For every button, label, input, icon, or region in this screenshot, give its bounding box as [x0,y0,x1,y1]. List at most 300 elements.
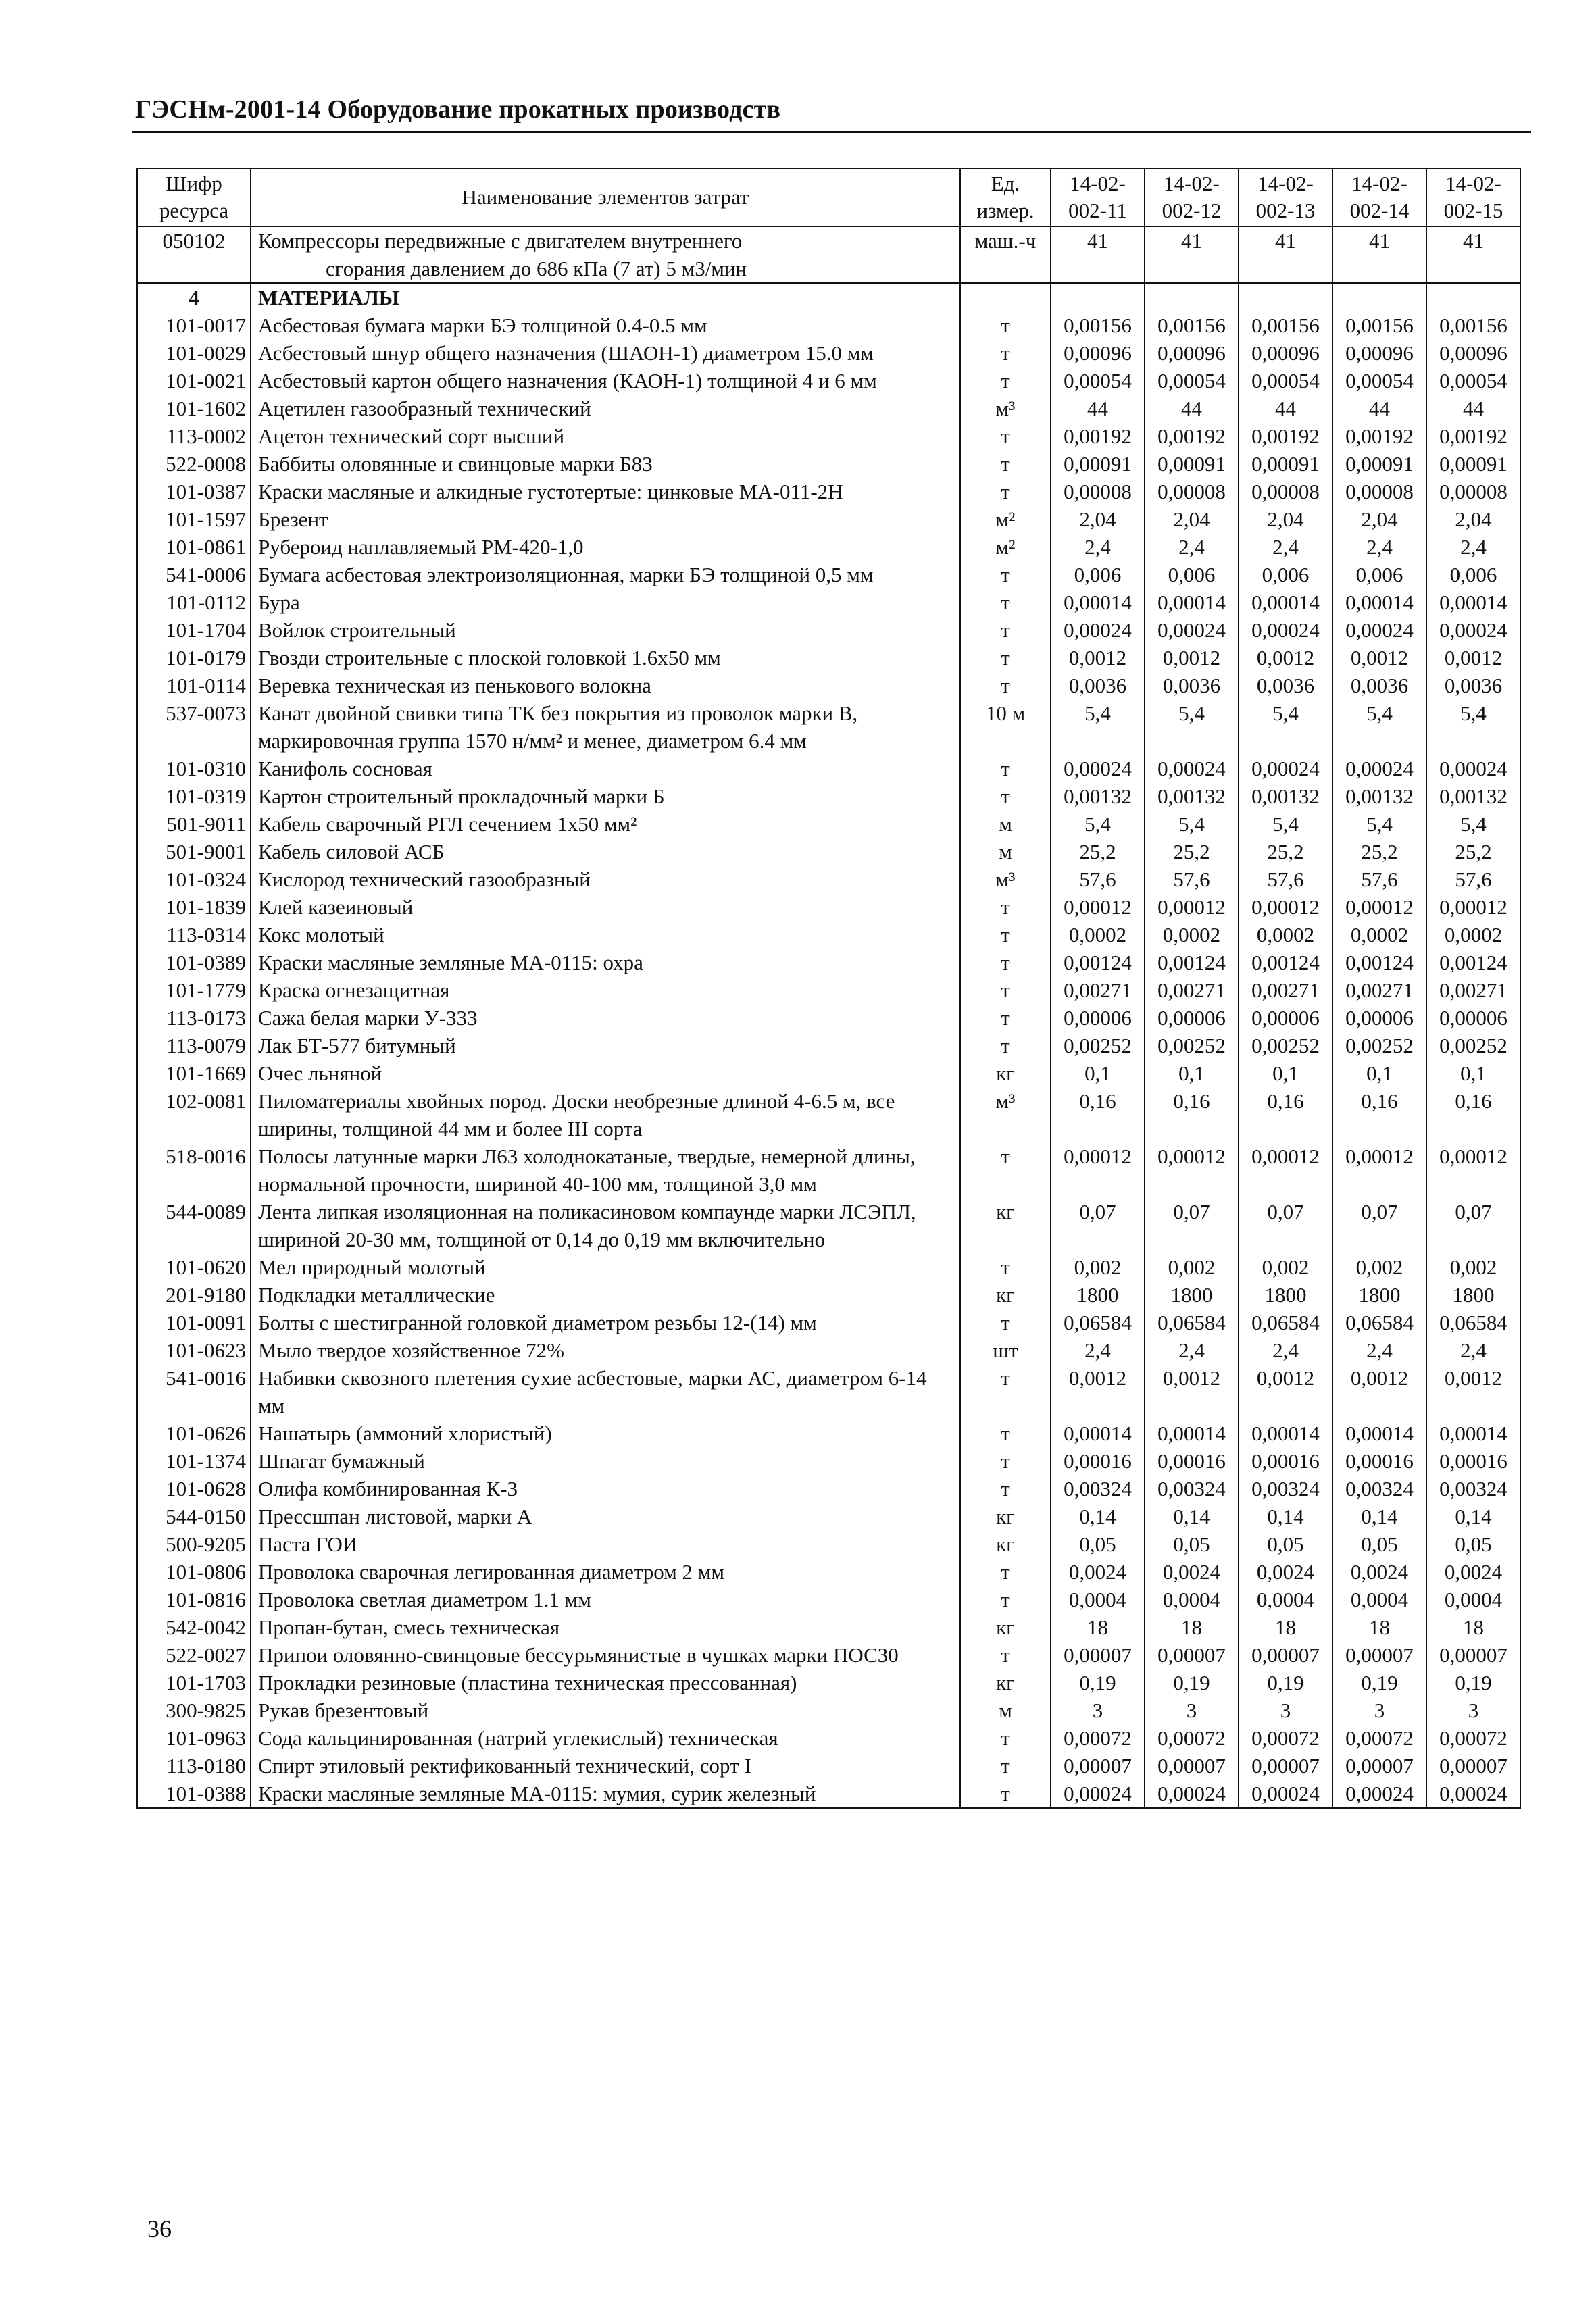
table-row [137,561,1520,588]
resource-value: 0,0036 [1426,672,1520,699]
resource-value: 44 [1239,395,1332,422]
resource-name: Войлок строительный [251,616,960,644]
resource-value: 0,14 [1426,1503,1520,1530]
table-row [137,367,1520,395]
resource-value: 0,0012 [1051,1364,1145,1419]
resource-value: 0,00007 [1239,1752,1332,1780]
resource-value: 0,00072 [1426,1724,1520,1752]
table-row [137,1530,1520,1558]
empty-cell [1239,283,1332,311]
resource-value: 0,00271 [1051,976,1145,1004]
resource-code: 101-0029 [137,339,251,367]
resource-unit: кг [960,1503,1051,1530]
resource-value: 0,00012 [1426,1142,1520,1198]
machine-value: 41 [1426,226,1520,283]
resource-name: Асбестовая бумага марки БЭ толщиной 0.4-0.5 мм [251,311,960,339]
resource-value: 0,00014 [1239,1419,1332,1447]
resource-value: 0,00156 [1426,311,1520,339]
resource-name: Набивки сквозного плетения сухие асбестовые, марки АС, диаметром 6-14 мм [251,1364,960,1419]
resource-code: 113-0180 [137,1752,251,1780]
resource-value: 0,00024 [1145,616,1239,644]
resource-unit: т [960,1032,1051,1059]
resource-name: Пропан-бутан, смесь техническая [251,1613,960,1641]
resource-value: 57,6 [1332,865,1426,893]
resource-code: 101-0963 [137,1724,251,1752]
resource-code: 101-0628 [137,1475,251,1503]
resource-unit: м³ [960,1087,1051,1142]
resource-value: 0,00124 [1239,949,1332,976]
resource-value: 0,00054 [1239,367,1332,395]
resource-code: 537-0073 [137,699,251,755]
table-row [137,949,1520,976]
resource-value: 0,16 [1426,1087,1520,1142]
resource-unit: м² [960,533,1051,561]
table-row [137,1364,1520,1419]
resource-value: 0,00006 [1051,1004,1145,1032]
table-row [137,478,1520,505]
resource-code: 522-0008 [137,450,251,478]
table-row [137,395,1520,422]
resource-value: 2,4 [1145,1336,1239,1364]
resource-unit: т [960,672,1051,699]
resource-unit: м [960,838,1051,865]
resource-value: 0,14 [1332,1503,1426,1530]
resource-value: 0,00007 [1332,1641,1426,1669]
resource-value: 57,6 [1426,865,1520,893]
resource-name: Болты с шестигранной головкой диаметром резьбы 12-(14) мм [251,1309,960,1336]
machine-value: 41 [1239,226,1332,283]
resource-value: 0,0024 [1332,1558,1426,1586]
resource-value: 0,00014 [1145,1419,1239,1447]
resource-name: Лак БТ-577 битумный [251,1032,960,1059]
resource-value: 0,0002 [1332,921,1426,949]
resource-unit: кг [960,1281,1051,1309]
empty-cell [1426,283,1520,311]
resource-name: Асбестовый картон общего назначения (КАОН-1) толщиной 4 и 6 мм [251,367,960,395]
resource-name: Краски масляные земляные МА-0115: мумия, сурик железный [251,1780,960,1808]
resource-value: 0,16 [1145,1087,1239,1142]
resource-value: 0,14 [1051,1503,1145,1530]
resource-code: 101-0389 [137,949,251,976]
resource-value: 0,07 [1332,1198,1426,1253]
resource-value: 0,1 [1332,1059,1426,1087]
resource-value: 0,00096 [1332,339,1426,367]
page-title: ГЭСНм-2001-14 Оборудование прокатных производств [135,95,781,124]
resource-value: 0,006 [1239,561,1332,588]
empty-cell [1332,283,1426,311]
resource-value: 0,07 [1426,1198,1520,1253]
resource-value: 0,0036 [1332,672,1426,699]
resource-value: 0,006 [1332,561,1426,588]
resource-value: 0,002 [1332,1253,1426,1281]
resource-value: 0,1 [1239,1059,1332,1087]
resource-code: 101-0091 [137,1309,251,1336]
resource-unit: м³ [960,395,1051,422]
resource-value: 0,05 [1332,1530,1426,1558]
resource-value: 2,04 [1239,505,1332,533]
resource-value: 5,4 [1051,810,1145,838]
resource-unit: т [960,1142,1051,1198]
resource-code: 101-1669 [137,1059,251,1087]
resource-value: 0,00016 [1332,1447,1426,1475]
resource-value: 5,4 [1145,699,1239,755]
column-header-14-02-002-13: 14-02-002-13 [1239,168,1332,226]
resource-code: 113-0002 [137,422,251,450]
resource-value: 0,00072 [1051,1724,1145,1752]
resource-value: 5,4 [1426,699,1520,755]
table-row [137,921,1520,949]
table-row [137,533,1520,561]
table-row [137,1087,1520,1142]
resource-unit: т [960,1641,1051,1669]
resource-code: 101-0112 [137,588,251,616]
resource-value: 0,00008 [1239,478,1332,505]
resource-value: 0,00007 [1426,1752,1520,1780]
resource-value: 0,006 [1051,561,1145,588]
resource-unit: м² [960,505,1051,533]
resource-code: 101-0310 [137,755,251,782]
machine-value: 41 [1332,226,1426,283]
resource-value: 1800 [1426,1281,1520,1309]
resource-unit: т [960,1253,1051,1281]
resource-name: Олифа комбинированная К-3 [251,1475,960,1503]
resource-name: Клей казеиновый [251,893,960,921]
machine-name-line2: сгорания давлением до 686 кПа (7 ат) 5 м3/мин [326,257,747,280]
resource-value: 0,00271 [1332,976,1426,1004]
resource-value: 0,00156 [1332,311,1426,339]
resource-name: Картон строительный прокладочный марки Б [251,782,960,810]
resource-value: 0,07 [1145,1198,1239,1253]
resource-code: 101-1779 [137,976,251,1004]
resource-name: Мыло твердое хозяйственное 72% [251,1336,960,1364]
resource-value: 0,00096 [1239,339,1332,367]
table-row [137,755,1520,782]
resource-value: 0,06584 [1145,1309,1239,1336]
resource-value: 25,2 [1332,838,1426,865]
resource-value: 0,00024 [1239,755,1332,782]
resource-value: 0,00132 [1426,782,1520,810]
header-rule [132,131,1531,133]
resource-value: 0,00252 [1426,1032,1520,1059]
resource-value: 0,05 [1426,1530,1520,1558]
resource-value: 0,00091 [1145,450,1239,478]
resource-value: 44 [1145,395,1239,422]
resource-value: 0,0024 [1145,1558,1239,1586]
resource-code: 501-9001 [137,838,251,865]
resource-unit: т [960,949,1051,976]
column-header-14-02-002-11: 14-02-002-11 [1051,168,1145,226]
resource-value: 2,4 [1332,533,1426,561]
resource-value: 0,05 [1051,1530,1145,1558]
resource-name: Сода кальцинированная (натрий углекислый) техническая [251,1724,960,1752]
resource-unit: т [960,755,1051,782]
resource-value: 0,00054 [1051,367,1145,395]
resource-value: 0,00124 [1145,949,1239,976]
resource-name: Ацетон технический сорт высший [251,422,960,450]
resource-value: 0,00271 [1426,976,1520,1004]
resource-value: 25,2 [1051,838,1145,865]
resource-value: 0,06584 [1332,1309,1426,1336]
resource-unit: т [960,1309,1051,1336]
resource-code: 113-0314 [137,921,251,949]
resource-unit: т [960,782,1051,810]
resource-value: 0,00012 [1145,893,1239,921]
resource-value: 0,00007 [1332,1752,1426,1780]
resource-name: Прессшпан листовой, марки А [251,1503,960,1530]
resource-value: 2,04 [1332,505,1426,533]
table-row [137,1669,1520,1696]
table-row [137,1253,1520,1281]
resource-value: 0,0024 [1051,1558,1145,1586]
resource-value: 5,4 [1239,699,1332,755]
machine-value: 41 [1051,226,1145,283]
resource-name: Лента липкая изоляционная на поликасиновом компаунде марки ЛСЭПЛ, шириной 20-30 мм, толщиной от 0,14 до 0,19 мм включительно [251,1198,960,1253]
resource-unit: 10 м [960,699,1051,755]
resource-value: 0,0012 [1332,1364,1426,1419]
resource-value: 44 [1051,395,1145,422]
resource-unit: шт [960,1336,1051,1364]
resource-code: 542-0042 [137,1613,251,1641]
resource-unit: т [960,1724,1051,1752]
resource-value: 44 [1332,395,1426,422]
resource-code: 101-1374 [137,1447,251,1475]
resource-value: 0,00096 [1051,339,1145,367]
resource-value: 0,00132 [1332,782,1426,810]
resource-value: 0,00324 [1051,1475,1145,1503]
table-row [137,1641,1520,1669]
resource-name: Припои оловянно-свинцовые бессурьмянистые в чушках марки ПОС30 [251,1641,960,1669]
resource-unit: т [960,339,1051,367]
table-row [137,782,1520,810]
resource-value: 0,00324 [1145,1475,1239,1503]
resource-value: 0,0012 [1426,1364,1520,1419]
resource-code: 101-0806 [137,1558,251,1586]
resource-value: 0,00014 [1332,588,1426,616]
table-header [137,168,1520,226]
resource-value: 0,00024 [1145,1780,1239,1808]
resource-code: 101-0620 [137,1253,251,1281]
resource-code: 518-0016 [137,1142,251,1198]
resource-value: 0,05 [1239,1530,1332,1558]
table-row [137,311,1520,339]
resource-unit: т [960,616,1051,644]
resource-name: Сажа белая марки У-333 [251,1004,960,1032]
resource-unit: т [960,644,1051,672]
resource-value: 2,4 [1239,533,1332,561]
resource-value: 0,00016 [1239,1447,1332,1475]
resource-value: 18 [1051,1613,1145,1641]
resource-value: 0,0012 [1239,1364,1332,1419]
table-row [137,1780,1520,1808]
resource-value: 0,00012 [1145,1142,1239,1198]
resource-value: 2,04 [1145,505,1239,533]
resource-value: 0,00096 [1145,339,1239,367]
resource-unit: кг [960,1530,1051,1558]
resource-unit: т [960,1558,1051,1586]
resource-value: 0,00024 [1426,616,1520,644]
resource-value: 0,0012 [1426,644,1520,672]
resource-value: 3 [1239,1696,1332,1724]
resource-value: 0,00007 [1426,1641,1520,1669]
resource-code: 541-0016 [137,1364,251,1419]
resource-unit: т [960,1586,1051,1613]
resource-name: Очес льняной [251,1059,960,1087]
column-header-code: Шифр ресурса [137,168,251,226]
resource-code: 113-0079 [137,1032,251,1059]
resource-name: Асбестовый шнур общего назначения (ШАОН-1) диаметром 15.0 мм [251,339,960,367]
resource-value: 0,00271 [1239,976,1332,1004]
resource-value: 0,00156 [1145,311,1239,339]
resource-value: 0,00024 [1239,1780,1332,1808]
resource-value: 0,00007 [1145,1752,1239,1780]
resource-value: 44 [1426,395,1520,422]
resource-unit: т [960,1419,1051,1447]
resource-unit: кг [960,1059,1051,1087]
section-row [137,283,1520,311]
resource-unit: м [960,1696,1051,1724]
resource-value: 0,00016 [1145,1447,1239,1475]
resource-value: 0,00024 [1051,755,1145,782]
resource-value: 0,00132 [1051,782,1145,810]
resource-value: 0,00024 [1051,616,1145,644]
resource-name: Мел природный молотый [251,1253,960,1281]
resource-value: 0,00324 [1332,1475,1426,1503]
resource-value: 0,06584 [1239,1309,1332,1336]
resource-value: 0,00016 [1051,1447,1145,1475]
resource-unit: т [960,561,1051,588]
resource-value: 0,00192 [1332,422,1426,450]
resource-code: 500-9205 [137,1530,251,1558]
column-header-name: Наименование элементов затрат [251,168,960,226]
resource-name: Проволока сварочная легированная диаметром 2 мм [251,1558,960,1586]
resource-unit: кг [960,1613,1051,1641]
table-row [137,1503,1520,1530]
resource-value: 0,0012 [1145,1364,1239,1419]
resource-value: 0,19 [1145,1669,1239,1696]
resource-name: Канифоль сосновая [251,755,960,782]
resource-code: 101-0319 [137,782,251,810]
resource-value: 0,0024 [1239,1558,1332,1586]
resource-value: 2,4 [1239,1336,1332,1364]
table-row [137,1032,1520,1059]
resource-value: 0,00072 [1145,1724,1239,1752]
resource-value: 0,00252 [1145,1032,1239,1059]
resource-value: 0,00007 [1051,1641,1145,1669]
table-row [137,976,1520,1004]
table-row [137,339,1520,367]
resource-value: 25,2 [1426,838,1520,865]
resource-code: 101-0388 [137,1780,251,1808]
column-header-14-02-002-12: 14-02-002-12 [1145,168,1239,226]
table-row [137,644,1520,672]
resource-value: 0,19 [1051,1669,1145,1696]
resource-value: 0,00007 [1051,1752,1145,1780]
table-row [137,505,1520,533]
resource-value: 0,19 [1332,1669,1426,1696]
resource-name: Кабель силовой АСБ [251,838,960,865]
resource-value: 0,00091 [1426,450,1520,478]
resource-value: 0,00014 [1051,588,1145,616]
resource-value: 0,00072 [1239,1724,1332,1752]
resource-unit: м³ [960,865,1051,893]
empty-cell [1145,283,1239,311]
resource-code: 101-0387 [137,478,251,505]
resource-code: 541-0006 [137,561,251,588]
resource-code: 101-1703 [137,1669,251,1696]
resource-value: 0,00252 [1332,1032,1426,1059]
resource-value: 0,0012 [1239,644,1332,672]
resource-name: Ацетилен газообразный технический [251,395,960,422]
resource-value: 0,00008 [1332,478,1426,505]
table-row [137,1309,1520,1336]
resource-value: 0,05 [1145,1530,1239,1558]
resource-value: 0,16 [1332,1087,1426,1142]
resource-value: 0,00132 [1239,782,1332,810]
resource-table-container [136,168,1519,1809]
resource-code: 101-0017 [137,311,251,339]
resource-code: 102-0081 [137,1087,251,1142]
resource-name: Краски масляные земляные МА-0115: охра [251,949,960,976]
resource-value: 5,4 [1426,810,1520,838]
resource-code: 544-0150 [137,1503,251,1530]
resource-value: 0,0002 [1239,921,1332,949]
resource-value: 0,00014 [1426,588,1520,616]
resource-value: 0,00091 [1332,450,1426,478]
resource-unit: т [960,1447,1051,1475]
resource-value: 2,4 [1426,1336,1520,1364]
resource-value: 2,04 [1426,505,1520,533]
resource-value: 0,00124 [1051,949,1145,976]
table-row [137,1475,1520,1503]
resource-value: 1800 [1145,1281,1239,1309]
resource-value: 0,00006 [1239,1004,1332,1032]
resource-code: 300-9825 [137,1696,251,1724]
resource-name: Брезент [251,505,960,533]
resource-value: 0,00008 [1426,478,1520,505]
column-header-unit: Ед. измер. [960,168,1051,226]
resource-code: 101-1597 [137,505,251,533]
resource-value: 0,07 [1051,1198,1145,1253]
resource-name: Рубероид наплавляемый РМ-420-1,0 [251,533,960,561]
table-row [137,1336,1520,1364]
resource-value: 0,00012 [1239,893,1332,921]
resource-name: Прокладки резиновые (пластина техническая прессованная) [251,1669,960,1696]
resource-name: Проволока светлая диаметром 1.1 мм [251,1586,960,1613]
resource-name: Баббиты оловянные и свинцовые марки Б83 [251,450,960,478]
resource-name: Краска огнезащитная [251,976,960,1004]
resource-value: 0,00012 [1051,893,1145,921]
resource-value: 3 [1145,1696,1239,1724]
resource-value: 0,0002 [1426,921,1520,949]
resource-unit: т [960,1004,1051,1032]
resource-value: 0,00054 [1332,367,1426,395]
table-row [137,1613,1520,1641]
resource-value: 0,00252 [1239,1032,1332,1059]
resource-value: 0,07 [1239,1198,1332,1253]
resource-value: 0,19 [1426,1669,1520,1696]
resource-value: 0,00192 [1239,422,1332,450]
resource-value: 0,00007 [1239,1641,1332,1669]
resource-value: 0,00024 [1332,1780,1426,1808]
resource-value: 5,4 [1145,810,1239,838]
resource-value: 0,006 [1145,561,1239,588]
resource-value: 0,0036 [1051,672,1145,699]
resource-value: 0,0024 [1426,1558,1520,1586]
resource-unit: т [960,422,1051,450]
resource-name: Кабель сварочный РГЛ сечением 1х50 мм² [251,810,960,838]
resource-value: 0,00014 [1051,1419,1145,1447]
resource-table [136,168,1521,1809]
